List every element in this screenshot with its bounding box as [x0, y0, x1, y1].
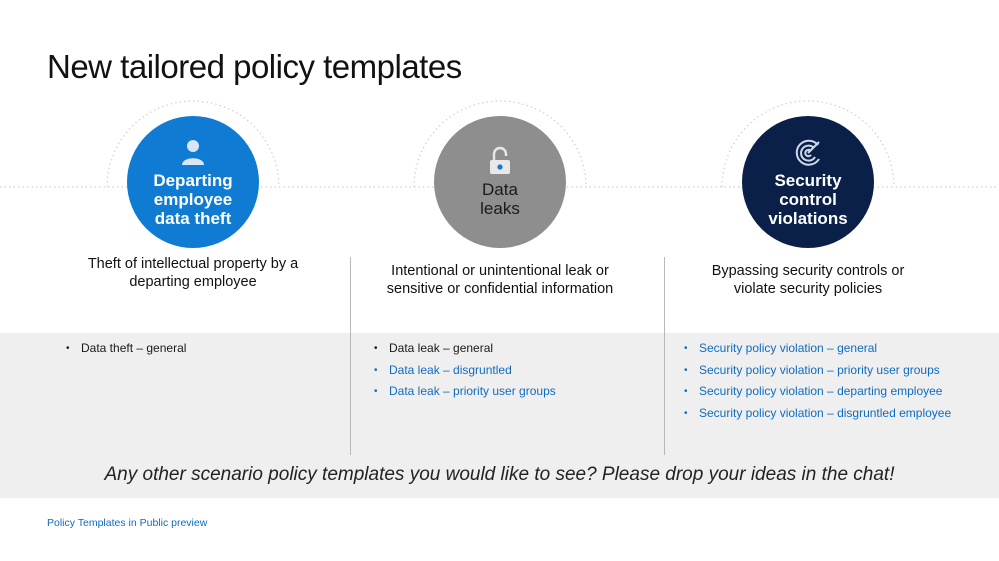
- departing-employee-circle: [127, 116, 259, 248]
- circle-label: Departing employee data theft: [153, 170, 233, 228]
- template-item[interactable]: • Security policy violation – disgruntled employee: [684, 403, 951, 425]
- template-list-departing: [66, 338, 186, 360]
- padlock-icon: [486, 146, 514, 176]
- template-list-security: [684, 338, 951, 424]
- column-divider: [350, 257, 351, 455]
- template-item[interactable]: • Data leak – disgruntled: [374, 360, 556, 382]
- template-item[interactable]: • Data leak – priority user groups: [374, 381, 556, 403]
- security-violations-circle: [742, 116, 874, 248]
- scenario-description: Intentional or unintentional leak or sensitive or confidential information: [386, 263, 614, 297]
- template-list-data-leaks: [374, 338, 556, 403]
- template-item: • Data leak – general: [374, 338, 556, 360]
- page-title: New tailored policy templates: [47, 48, 462, 85]
- data-leaks-circle: [434, 116, 566, 248]
- template-item[interactable]: • Security policy violation – general: [684, 338, 951, 360]
- scenario-description: Theft of intellectual property by a departing employee: [87, 256, 299, 290]
- circle-label: Data leaks: [480, 180, 520, 218]
- scenario-description: Bypassing security controls or violate security policies: [711, 263, 905, 297]
- footer-link[interactable]: Policy Templates in Public preview: [47, 517, 208, 529]
- template-item[interactable]: • Security policy violation – priority user groups: [684, 360, 951, 382]
- circle-label: Security control violations: [768, 170, 848, 228]
- template-item: • Data theft – general: [66, 338, 186, 360]
- person-icon: [179, 137, 207, 167]
- feedback-question: Any other scenario policy templates you would like to see? Please drop your ideas in the chat!: [104, 464, 895, 485]
- column-divider: [664, 257, 665, 455]
- target-icon: [794, 137, 822, 167]
- template-item[interactable]: • Security policy violation – departing employee: [684, 381, 951, 403]
